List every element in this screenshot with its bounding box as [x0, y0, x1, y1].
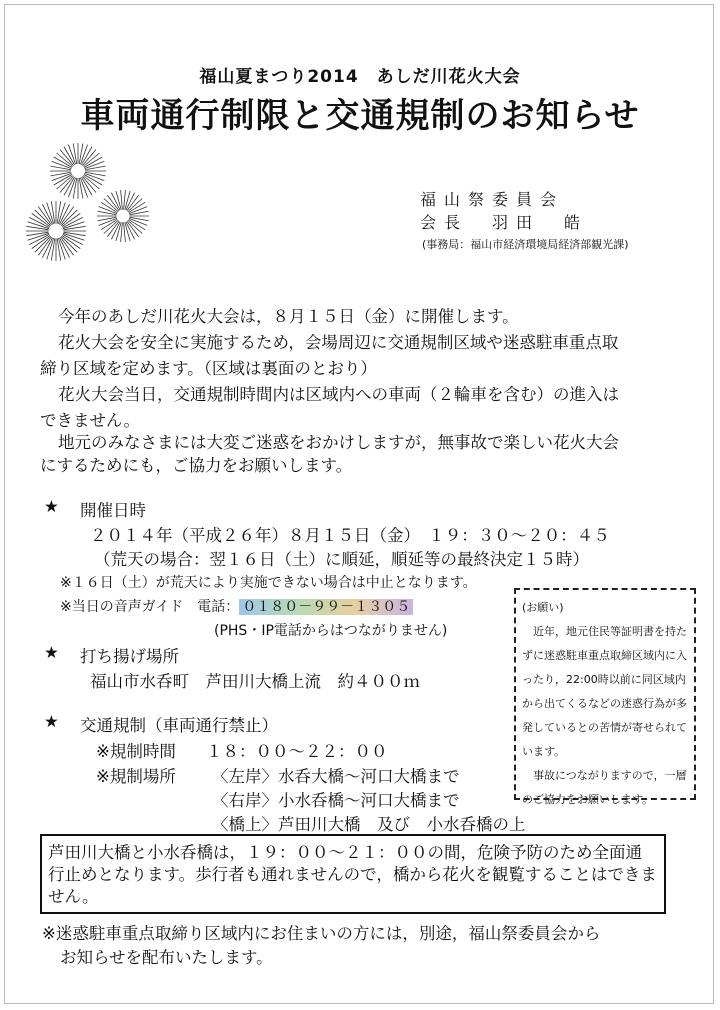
star-bullet: ★	[44, 497, 59, 516]
bridge-closure-text: 芦田川大橋と小水呑橋は，１９：００～２１：００の間，危険予防のため全面通行止めとなります。歩行者も通れませんので，橋から花火を観覧することはできません。	[48, 843, 657, 906]
regulation-place-label: ※規制場所	[96, 767, 176, 786]
event-subtitle: 福山夏まつり2014 あしだ川花火大会	[199, 67, 521, 87]
organizer-name: 福山祭委員会	[420, 190, 565, 209]
office-note: (事務局：福山市経済環境局経済部観光課)	[422, 238, 629, 251]
fireworks-illustration	[18, 136, 168, 286]
request-notice-title: (お願い)	[522, 601, 564, 614]
voice-guide	[60, 596, 413, 616]
footer-note: ※迷惑駐車重点取締り区域内にお住まいの方には，別途，福山祭委員会から	[42, 924, 601, 943]
regulation-place: 〈右岸〉小水呑橋～河口大橋まで	[212, 791, 460, 810]
intro-line: 締り区域を定めます。（区域は裏面のとおり）	[40, 359, 377, 378]
date-rain-line: （荒天の場合：翌１６日（土）に順延，順延等の最終決定１５時）	[94, 550, 589, 569]
regulation-time-label: ※規制時間	[96, 742, 176, 761]
voice-guide-note: (PHS・IP電話からはつながりません)	[214, 623, 448, 639]
voice-guide-label: ※当日の音声ガイド 電話：	[60, 599, 240, 615]
intro-line: にするためにも，ご協力をお願いします。	[40, 456, 353, 475]
bridge-closure-box	[40, 834, 666, 914]
star-bullet: ★	[44, 712, 59, 731]
request-notice-text: 近年，地元住民等証明書を持たずに迷惑駐車重点取締区域内に入ったり，22:00時以前に同区域内から出てくるなどの迷惑行為が多発しているとの苦情が寄せられています。	[522, 625, 687, 758]
request-notice-text: 事故につながりますので，一層のご協力をお願いします。	[522, 769, 687, 806]
regulation-place: 〈左岸〉水呑大橋～河口大橋まで	[212, 767, 460, 786]
date-line: ２０１４年（平成２６年）８月１５日（金） １９：３０～２０：４５	[90, 526, 610, 545]
venue-line: 福山市水呑町 芦田川大橋上流 約４００ｍ	[90, 672, 420, 691]
regulation-time-value: １８：００～２２：００	[206, 742, 388, 761]
intro-line: 今年のあしだ川花火大会は，８月１５日（金）に開催します。	[58, 307, 519, 326]
page-title: 車両通行制限と交通規制のお知らせ	[80, 96, 640, 136]
date-heading: 開催日時	[80, 501, 146, 520]
venue-heading: 打ち揚げ場所	[80, 647, 179, 666]
regulation-place: 〈橋上〉芦田川大橋 及び 小水呑橋の上	[212, 815, 526, 834]
intro-line: 地元のみなさまには大変ご迷惑をおかけしますが，無事故で楽しい花火大会	[58, 433, 619, 452]
footer-note: お知らせを配布いたします。	[60, 948, 273, 967]
chairperson-name: 会長 羽田 皓	[420, 213, 589, 232]
traffic-heading: 交通規制（車両通行禁止）	[80, 716, 278, 735]
request-notice-box	[514, 588, 696, 806]
intro-line: 花火大会を安全に実施するため，会場周辺に交通規制区域や迷惑駐車重点取	[58, 333, 619, 352]
intro-line: 花火大会当日，交通規制時間内は区域内への車両（２輪車を含む）の進入は	[58, 385, 619, 404]
intro-line: できません。	[40, 411, 140, 430]
star-bullet: ★	[44, 643, 59, 662]
date-cancel-note: ※１６日（土）が荒天により実施できない場合は中止となります。	[60, 575, 477, 591]
voice-guide-phone: ０１８０－９９－１３０５	[239, 599, 413, 615]
